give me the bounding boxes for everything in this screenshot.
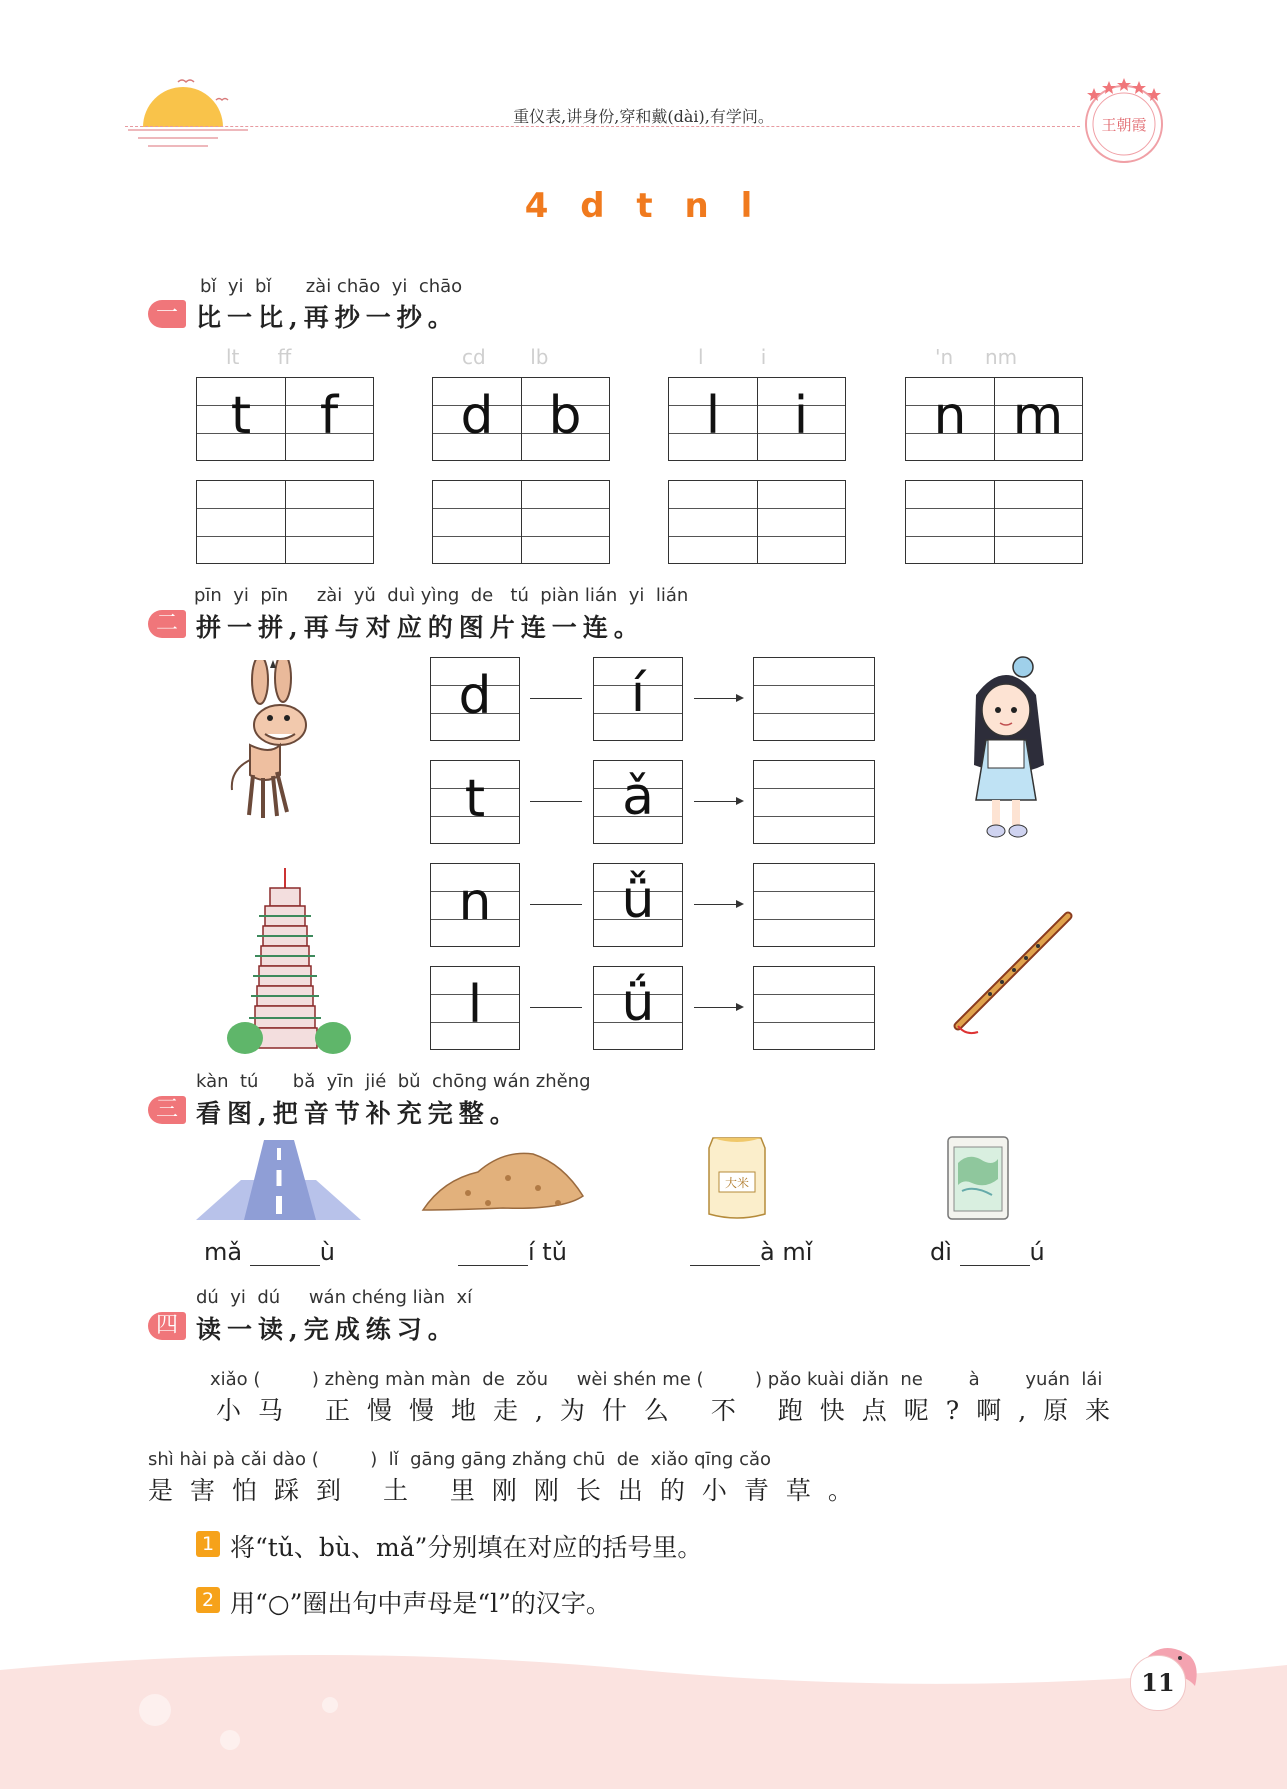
syllable-prefix: mǎ [204,1238,243,1266]
ghost-letters: l i [698,345,767,369]
pagoda-picture[interactable] [225,868,355,1058]
syllable-blank[interactable] [250,1241,320,1266]
initial-letter: l [467,975,483,1035]
answer-grid[interactable] [753,966,875,1050]
syllable-fill-item [204,1238,335,1266]
example-letter: d [460,386,494,446]
example-letter: m [1012,386,1064,446]
task2-text: 用“○”圈出句中声母是“l”的汉字。 [230,1589,611,1618]
copy-grid[interactable] [196,480,374,564]
section4-pinyin: dú yi dú wán chéng liàn xí [196,1287,473,1308]
final-letter: ǎ [622,767,654,827]
section1-instruction: 比一比,再抄一抄。 [196,303,459,332]
section3-instruction: 看图,把音节补充完整。 [196,1099,521,1128]
initial-letter: d [458,666,492,726]
page-number: 11 [1141,1668,1175,1697]
copy-grid[interactable] [668,480,846,564]
example-letter: b [548,386,582,446]
example-letter: i [793,386,809,446]
connector-dash [530,904,582,905]
initial-letter: t [464,769,486,829]
section1-pinyin: bǐ yi bǐ zài chāo yi chāo [200,276,463,297]
syllable-blank[interactable] [960,1241,1030,1266]
initial-grid[interactable] [430,760,520,844]
example-grid[interactable] [432,377,610,461]
example-letter: n [933,386,967,446]
initial-grid[interactable] [430,657,520,741]
connector-dash [530,698,582,699]
example-letter: t [230,386,252,446]
syllable-fill-item [458,1238,567,1266]
connector-dash [530,1007,582,1008]
answer-grid[interactable] [753,657,875,741]
svg-text:王朝霞: 王朝霞 [1101,116,1147,134]
answer-grid[interactable] [753,760,875,844]
arrow-icon [694,801,742,802]
task1-text: 将“tǔ、bù、mǎ”分别填在对应的括号里。 [230,1533,703,1562]
answer-grid[interactable] [753,863,875,947]
donkey-picture[interactable] [225,660,335,830]
ghost-letters: 'n nm [935,345,1018,369]
syllable-suffix: ú [1029,1238,1045,1266]
connector-dash [530,801,582,802]
initial-grid[interactable] [430,863,520,947]
flute-picture[interactable] [948,908,1078,1038]
ghost-letters: cd lb [462,345,549,369]
rice-bag-picture[interactable] [705,1134,769,1224]
passage-line1-pinyin: xiǎo ( ) zhèng màn màn de zǒu wèi shén me ( ) pǎo kuài diǎn ne à yuán lái [210,1369,1103,1390]
section4-instruction: 读一读,完成练习。 [196,1315,459,1344]
girl-picture[interactable] [958,655,1058,845]
final-grid[interactable] [593,863,683,947]
passage-line2-pinyin: shì hài pà cǎi dào ( ) lǐ gāng gāng zhǎng chū de xiǎo qīng cǎo [148,1449,772,1470]
initial-letter: n [458,872,492,932]
syllable-suffix: ù [319,1238,335,1266]
syllable-suffix: à mǐ [760,1238,813,1266]
final-letter: í [630,664,646,724]
copy-grid[interactable] [432,480,610,564]
syllable-suffix: í tǔ [528,1238,567,1266]
road-picture[interactable] [196,1140,361,1222]
example-grid[interactable] [196,377,374,461]
initial-grid[interactable] [430,966,520,1050]
task1-number: 1 [196,1531,220,1557]
syllable-fill-item [930,1238,1045,1266]
publisher-seal-icon [1078,74,1170,166]
section2-badge: 二 [148,610,186,638]
final-grid[interactable] [593,760,683,844]
passage-line2-text: 是害怕踩到 土 里刚刚长出的小青草。 [148,1476,870,1505]
svg-text:大米: 大米 [724,1176,750,1190]
final-grid[interactable] [593,657,683,741]
section4-badge: 四 [148,1312,186,1340]
syllable-prefix: dì [930,1238,952,1266]
arrow-icon [694,904,742,905]
section2-instruction: 拼一拼,再与对应的图片连一连。 [196,613,645,642]
arrow-icon [694,698,742,699]
header-motto: 重仪表,讲身份,穿和戴(dài),有学问。 [513,107,774,126]
example-letter: l [705,386,721,446]
copy-grid[interactable] [905,480,1083,564]
map-picture[interactable] [944,1133,1012,1223]
example-grid[interactable] [668,377,846,461]
section3-badge: 三 [148,1096,186,1124]
lesson-title: 4 d t n l [524,186,763,226]
section1-badge: 一 [148,300,186,328]
final-letter: ǚ [621,870,655,930]
task2-number: 2 [196,1587,220,1613]
section3-pinyin: kàn tú bǎ yīn jié bǔ chōng wán zhěng [196,1071,591,1092]
arrow-icon [694,1007,742,1008]
syllable-blank[interactable] [458,1241,528,1266]
section2-pinyin: pīn yi pīn zài yǔ duì yìng de tú piàn lián yi lián [194,585,689,606]
passage-line1-text: 小马 正慢慢地走,为什么 不 跑快点呢?啊,原来 [216,1396,1128,1425]
syllable-blank[interactable] [690,1241,760,1266]
syllable-fill-item [690,1238,812,1266]
final-grid[interactable] [593,966,683,1050]
soil-picture[interactable] [418,1148,593,1223]
example-grid[interactable] [905,377,1083,461]
final-letter: ǘ [621,973,655,1033]
ghost-letters: lt ff [226,345,292,369]
footer-background [0,1650,1287,1789]
example-letter: f [319,386,339,446]
